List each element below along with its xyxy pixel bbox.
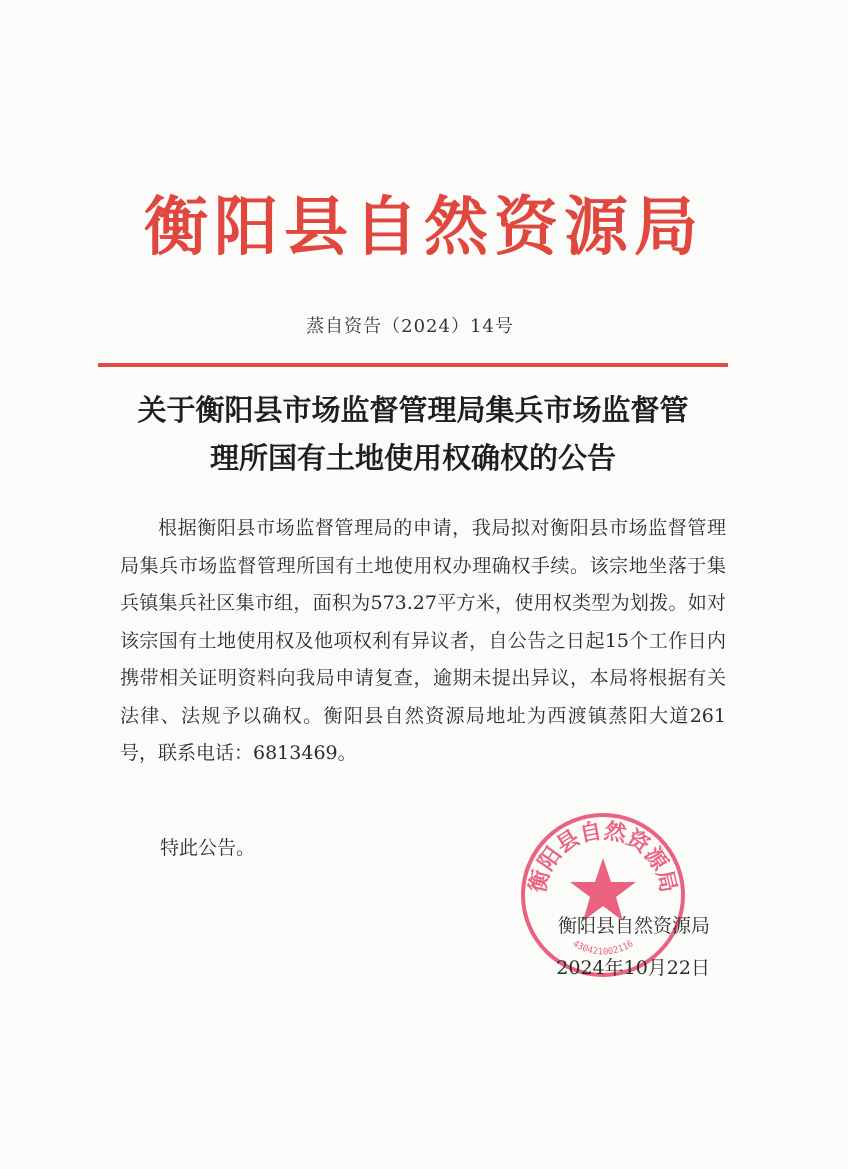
notice-body: [120, 510, 726, 773]
seal-code-text: 430421002116: [570, 939, 636, 958]
notice-title-line-2: 理所国有土地使用权确权的公告: [209, 441, 616, 475]
document-number: 蒸自资告（2024）14号: [306, 316, 514, 337]
agency-header-title: 衡阳县自然资源局: [144, 190, 704, 265]
body-paragraph: 根据衡阳县市场监督管理局的申请，我局拟对衡阳县市场监督管理局集兵市场监督管理所国有土地使用权办理确权手续。该宗地坐落于集兵镇集兵社区集市组，面积为573.27平方米，使用权类型为划拨。如对该宗国有土地使用权及他项权利有异议者，自公告之日起15个工作日内携带相关证明资料向我局申请复查，逾期未提出异议，本局将根据有关法律、法规予以确权。衡阳县自然资源局地址为西渡镇蒸阳大道261号，联系电话：6813469。: [120, 517, 726, 764]
closing-line: 特此公告。: [160, 837, 256, 859]
notice-title-line-1: 关于衡阳县市场监督管理局集兵市场监督管: [137, 393, 689, 427]
red-divider: [98, 363, 728, 367]
signature-block: [510, 905, 710, 989]
signature-date: 2024年10月22日: [556, 957, 710, 979]
seal-arc-text: 衡阳县自然资源局: [524, 817, 682, 896]
signature-agency: 衡阳县自然资源局: [557, 915, 710, 937]
notice-title: [98, 386, 728, 482]
